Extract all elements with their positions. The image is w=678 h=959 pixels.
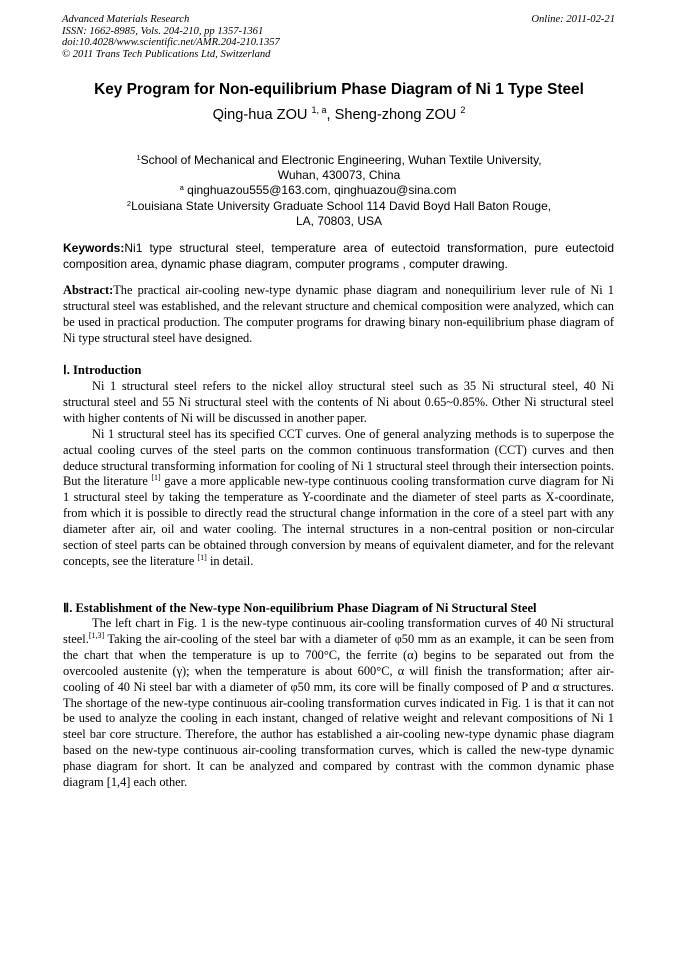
email-text[interactable]: qinghuazou555@163.com, qinghuazou@sina.com (183, 183, 457, 198)
citation[interactable]: [1,3] (88, 630, 105, 640)
author-affiliation-mark: 1, a (311, 105, 327, 115)
paragraph-text: Ni 1 structural steel has its specified CCT curves. One of general analyzing methods is to superpose the actual cooling curves of the steel parts on the common continuous transformation (CCT) curves and then deduce structural transforming information for cooling of Ni 1 structural steel through their intersection points. But the literature (63, 426, 614, 489)
affiliation-text: School of Mechanical and Electronic Engineering, Wuhan Textile University, (140, 153, 542, 167)
author-separator: , (326, 107, 335, 123)
journal-name: Advanced Materials Research (62, 14, 190, 25)
citation[interactable]: [1] (151, 473, 161, 483)
affiliation-1 (0, 153, 678, 168)
affiliation-2-address: LA, 70803, USA (295, 213, 383, 228)
paper-title: Key Program for Non-equilibrium Phase Diagram of Ni 1 Type Steel (94, 81, 584, 98)
issn-line: ISSN: 1662-8985, Vols. 204-210, pp 1357-1361 (62, 25, 264, 37)
paragraph: Ni 1 structural steel refers to the nickel alloy structural steel such as 35 Ni structural steel, 40 Ni structural steel and 55 Ni structural steel with the contents of Ni about 0.65~0.85%. Other Ni structural steel with higher contents of Ni will be discussed in another paper. (63, 379, 614, 425)
email-line (0, 183, 678, 198)
affiliation-text: Louisiana State University Graduate School 114 David Boyd Hall Baton Rouge, (131, 198, 552, 213)
affiliation-1-address: Wuhan, 430073, China (277, 168, 401, 183)
paragraph (63, 427, 614, 570)
citation[interactable]: [1] (197, 552, 207, 562)
keywords-text: Ni1 type structural steel, temperature area of eutectoid transformation, pure eutectoid composition area, dynamic phase diagram, computer programs , computer drawing. (63, 241, 614, 271)
keywords (63, 240, 614, 272)
affiliation-mark: 1 (136, 153, 141, 162)
author-name: Qing-hua ZOU (212, 107, 308, 123)
affiliations (0, 153, 678, 229)
abstract (63, 283, 614, 347)
affiliation-mark: 2 (126, 198, 132, 208)
paragraph-text: gave a more applicable new-type continuous cooling transformation curve diagram for Ni 1 structural steel by taking the temperature as Y-coordinate and the diameter of steel parts as X-coordinate, from which it is possible to directly read the structural change information in the core of a steel part with any diameter after air, oil and water cooling. The internal structures in a non-central position or non-circular section of steel parts can be obtained through conversion by means of equivalent diameter, and for the relevant concepts, see the literature (63, 474, 614, 568)
paragraph-text: in detail. (206, 553, 254, 568)
author-list (0, 107, 678, 123)
keywords-label: Keywords: (63, 241, 125, 255)
abstract-text: The practical air-cooling new-type dynamic phase diagram and nonequilirium lever rule of Ni 1 structural steel was established, and the relevant structure and chemical composition were analyzed, which can be used in practical production. The computer programs for drawing binary non-equilibrium phase diagram of Ni type structural steel have designed. (63, 283, 614, 345)
copyright-line: © 2011 Trans Tech Publications Ltd, Switzerland (62, 48, 271, 60)
author-affiliation-mark: 2 (460, 105, 466, 115)
section-heading-establishment: Ⅱ. Establishment of the New-type Non-equilibrium Phase Diagram of Ni Structural Steel (63, 601, 537, 615)
email-mark: a (179, 183, 184, 193)
affiliation-2 (0, 199, 678, 214)
doi-line: doi:10.4028/www.scientific.net/AMR.204-210.1357 (62, 37, 280, 49)
section-establishment-body (63, 616, 614, 791)
paragraph-text: Taking the air-cooling of the steel bar with a diameter of φ50 mm as an example, it can be seen from the chart that when the temperature is up to 700°C, the ferrite (α) begins to be separated out from the overcooled austenite (γ); when the temperature is about 600°C, α will finish the transformation; after air-cooling of 40 Ni steel bar with a diameter of φ50 mm, its core will be finally composed of P and α structures. The shortage of the new-type continuous air-cooling transformation curves indicated in Fig. 1 is that it can not be used to analyze the cooling in each instant, changed of relative weight and relevant compositions of Ni 1 steel bar core structure. Therefore, the author has established a air-cooling new-type dynamic phase diagram based on the new-type continuous air-cooling transformation curves, which is called the new-type dynamic phase diagram for short. It can be analyzed and compared by contrast with the common dynamic phase diagram [1,4] each other. (63, 631, 614, 790)
abstract-label: Abstract: (63, 283, 114, 297)
author-name: Sheng-zhong ZOU (334, 107, 457, 123)
paragraph (63, 616, 614, 791)
paragraph-text: The left chart in Fig. 1 is the new-type continuous air-cooling transformation curves of 40 Ni structural steel. (63, 616, 614, 646)
journal-header (62, 14, 280, 60)
section-introduction-body (63, 379, 614, 570)
online-date: Online: 2011-02-21 (531, 14, 615, 25)
section-heading-introduction: Ⅰ. Introduction (63, 363, 142, 377)
